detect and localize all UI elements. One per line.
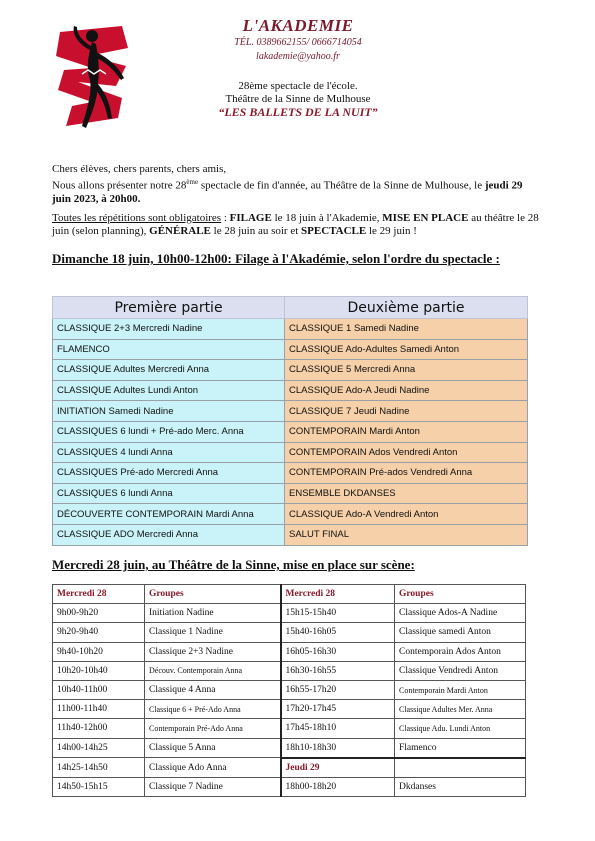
announcement-middle: spectacle de fin d'année, au Théâtre de la Sinne de Mulhouse, le — [198, 179, 485, 192]
program-row — [53, 483, 528, 504]
right-time: 17h20-17h45 — [281, 700, 395, 719]
section-mise-en-place-title: Mercredi 28 juin, au Théâtre de la Sinne, mise en place sur scène: — [52, 557, 415, 572]
left-time: 11h00-11h40 — [53, 700, 145, 719]
part2-item: ENSEMBLE DKDANSES — [285, 483, 528, 504]
schedule-row — [53, 661, 526, 680]
thursday-group: Dkdanses — [395, 777, 526, 796]
left-group: Classique 7 Nadine — [145, 777, 281, 796]
thursday-day-header: Jeudi 29 — [281, 758, 395, 778]
generale-label: GÉNÉRALE — [149, 225, 211, 237]
section-filage-title: Dimanche 18 juin, 10h00-12h00: Filage à l'Akadémie, selon l'ordre du spectacle : — [52, 251, 500, 266]
show-title: “LES BALLETS DE LA NUIT” — [218, 105, 378, 119]
thursday-time: 18h00-18h20 — [281, 777, 395, 796]
program-row — [53, 442, 528, 463]
part1-item: CLASSIQUE Adultes Mercredi Anna — [53, 360, 285, 381]
generale-text: le 28 juin au soir et — [210, 225, 302, 237]
right-time: 17h45-18h10 — [281, 719, 395, 738]
program-row — [53, 421, 528, 442]
schedule-row — [53, 604, 526, 623]
left-time: 9h20-9h40 — [53, 623, 145, 642]
org-name: L'AKADEMIE — [242, 16, 354, 35]
part1-item: CLASSIQUES 6 lundi Anna — [53, 483, 285, 504]
dancer-logo-icon — [52, 22, 134, 134]
schedule-body — [53, 585, 526, 797]
schedule-header-row — [53, 585, 526, 604]
part1-header: Première partie — [53, 297, 285, 319]
announcement-sup: ème — [186, 178, 199, 186]
part2-item: CLASSIQUE 1 Samedi Nadine — [285, 319, 528, 340]
announcement-start: Nous allons présenter notre 28 — [52, 179, 187, 192]
schedule-table — [52, 584, 526, 797]
part2-item: SALUT FINAL — [285, 524, 528, 545]
part2-item: CONTEMPORAIN Ados Vendredi Anton — [285, 442, 528, 463]
part1-item: CLASSIQUES 4 lundi Anna — [53, 442, 285, 463]
part2-item: CONTEMPORAIN Pré-ados Vendredi Anna — [285, 463, 528, 484]
filage-label: FILAGE — [229, 212, 272, 224]
left-group: Classique 2+3 Nadine — [145, 642, 281, 661]
email-address: lakademie@yahoo.fr — [256, 51, 340, 62]
right-time: 15h15-15h40 — [281, 604, 395, 623]
program-row — [53, 319, 528, 340]
left-group: Contemporain Pré-Ado Anna — [145, 719, 281, 738]
left-time: 10h20-10h40 — [53, 661, 145, 680]
program-row — [53, 524, 528, 545]
left-time: 14h50-15h15 — [53, 777, 145, 796]
header — [150, 16, 446, 64]
intro — [52, 163, 540, 206]
part1-item: CLASSIQUES Pré-ado Mercredi Anna — [53, 463, 285, 484]
left-group: Initiation Nadine — [145, 604, 281, 623]
left-time: 14h00-14h25 — [53, 738, 145, 758]
right-group: Contemporain Ados Anton — [395, 642, 526, 661]
program-row — [53, 380, 528, 401]
greeting: Chers élèves, chers parents, chers amis, — [52, 163, 227, 175]
right-group: Classique Adultes Mer. Anna — [395, 700, 526, 719]
rehearsal-colon: : — [221, 212, 230, 224]
part2-header: Deuxième partie — [285, 297, 528, 319]
right-day-header: Mercredi 28 — [281, 585, 395, 604]
spectacle-label: SPECTACLE — [301, 225, 367, 237]
part2-item: CLASSIQUE Ado-A Jeudi Nadine — [285, 380, 528, 401]
schedule-row — [53, 680, 526, 699]
right-group: Flamenco — [395, 738, 526, 758]
schedule-row — [53, 738, 526, 758]
left-group: Découv. Contemporain Anna — [145, 661, 281, 680]
show-info — [150, 80, 446, 119]
left-group: Classique 1 Nadine — [145, 623, 281, 642]
program-row — [53, 339, 528, 360]
show-venue: Théâtre de la Sinne de Mulhouse — [225, 93, 371, 105]
right-group: Contemporain Mardi Anton — [395, 680, 526, 699]
show-edition: 28ème spectacle de l'école. — [238, 80, 358, 92]
phone-number: TÉL. 0389662155/ 0666714054 — [234, 37, 362, 48]
left-time: 9h40-10h20 — [53, 642, 145, 661]
right-group: Classique samedi Anton — [395, 623, 526, 642]
right-time: 16h55-17h20 — [281, 680, 395, 699]
rehearsal-lead: Toutes les répétitions sont obligatoires — [52, 212, 222, 224]
part1-item: CLASSIQUE 2+3 Mercredi Nadine — [53, 319, 285, 340]
part1-item: DÉCOUVERTE CONTEMPORAIN Mardi Anna — [53, 504, 285, 525]
program-row — [53, 360, 528, 381]
program-row — [53, 401, 528, 422]
announcement — [52, 176, 540, 206]
left-group: Classique 6 + Pré-Ado Anna — [145, 700, 281, 719]
left-time: 14h25-14h50 — [53, 758, 145, 778]
left-time: 11h40-12h00 — [53, 719, 145, 738]
program-row — [53, 463, 528, 484]
schedule-row — [53, 642, 526, 661]
left-group: Classique 4 Anna — [145, 680, 281, 699]
left-group: Classique 5 Anna — [145, 738, 281, 758]
schedule-row — [53, 700, 526, 719]
part2-item: CLASSIQUE 5 Mercredi Anna — [285, 360, 528, 381]
rehearsal-notice — [52, 212, 540, 238]
part2-item: CLASSIQUE Ado-A Vendredi Anton — [285, 504, 528, 525]
schedule-row — [53, 758, 526, 778]
right-time: 18h10-18h30 — [281, 738, 395, 758]
show-date: jeudi 29 juin 2023, à 20h00. — [52, 179, 523, 205]
part2-item: CLASSIQUE 7 Jeudi Nadine — [285, 401, 528, 422]
program-header-row — [53, 297, 528, 319]
right-group: Classique Vendredi Anton — [395, 661, 526, 680]
spectacle-text: le 29 juin ! — [366, 225, 417, 237]
right-group: Classique Ados-A Nadine — [395, 604, 526, 623]
program-body — [53, 319, 528, 546]
left-day-header: Mercredi 28 — [53, 585, 145, 604]
part1-item: CLASSIQUE Adultes Lundi Anton — [53, 380, 285, 401]
filage-text: le 18 juin à l'Akademie, — [271, 212, 383, 224]
program-table — [52, 296, 528, 546]
mise-label: MISE EN PLACE — [382, 212, 469, 224]
right-groups-header: Groupes — [395, 585, 526, 604]
part1-item: FLAMENCO — [53, 339, 285, 360]
left-time: 9h00-9h20 — [53, 604, 145, 623]
part2-item: CLASSIQUE Ado-Adultes Samedi Anton — [285, 339, 528, 360]
part2-item: CONTEMPORAIN Mardi Anton — [285, 421, 528, 442]
mise-text: au théâtre le 28 juin (selon planning), — [52, 212, 539, 237]
schedule-row — [53, 623, 526, 642]
right-time: 15h40-16h05 — [281, 623, 395, 642]
part1-item: CLASSIQUE ADO Mercredi Anna — [53, 524, 285, 545]
left-time: 10h40-11h00 — [53, 680, 145, 699]
schedule-row — [53, 777, 526, 796]
right-time: 16h30-16h55 — [281, 661, 395, 680]
part1-item: CLASSIQUES 6 lundi + Pré-ado Merc. Anna — [53, 421, 285, 442]
program-row — [53, 504, 528, 525]
left-group: Classique Ado Anna — [145, 758, 281, 778]
right-group: Classique Adu. Lundi Anton — [395, 719, 526, 738]
right-time: 16h05-16h30 — [281, 642, 395, 661]
part1-item: INITIATION Samedi Nadine — [53, 401, 285, 422]
schedule-row — [53, 719, 526, 738]
left-groups-header: Groupes — [145, 585, 281, 604]
thursday-empty-cell — [395, 758, 526, 778]
